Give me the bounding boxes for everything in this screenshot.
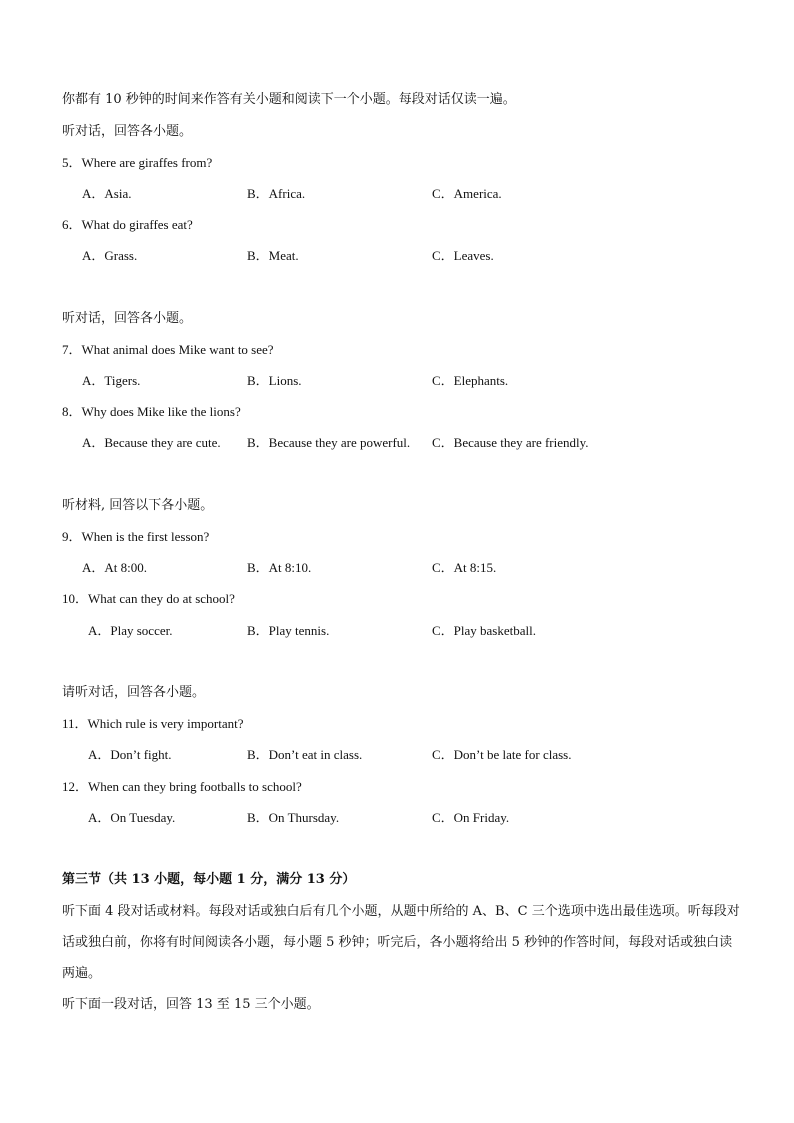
- option-c[interactable]: C．At 8:15.: [432, 560, 497, 575]
- option-a[interactable]: A．On Tuesday.: [88, 810, 176, 825]
- option-a[interactable]: A．Don’t fight.: [88, 747, 172, 762]
- question-9-stem: 9．When is the first lesson?: [62, 529, 210, 544]
- group-instruction: 请听对话，回答各小题。: [62, 685, 206, 700]
- question-7-stem: 7．What animal does Mike want to see?: [62, 342, 274, 357]
- option-a[interactable]: A．At 8:00.: [82, 560, 148, 575]
- option-b[interactable]: B．Lions.: [247, 373, 302, 388]
- option-b[interactable]: B．Meat.: [247, 248, 299, 263]
- option-c[interactable]: C．Leaves.: [432, 248, 494, 263]
- option-a[interactable]: A．Tigers.: [82, 373, 141, 388]
- question-6-stem: 6．What do giraffes eat?: [62, 217, 193, 232]
- question-10-stem: 10．What can they do at school?: [62, 591, 235, 606]
- option-a[interactable]: A．Play soccer.: [88, 623, 173, 638]
- option-c[interactable]: C．Don’t be late for class.: [432, 747, 572, 762]
- question-5-stem: 5．Where are giraffes from?: [62, 155, 213, 170]
- option-c[interactable]: C．On Friday.: [432, 810, 510, 825]
- option-c[interactable]: C．Elephants.: [432, 373, 509, 388]
- option-b[interactable]: B．Because they are powerful.: [247, 435, 411, 450]
- option-c[interactable]: C．Because they are friendly.: [432, 435, 589, 450]
- option-c[interactable]: C．Play basketball.: [432, 623, 536, 638]
- option-b[interactable]: B．At 8:10.: [247, 560, 312, 575]
- question-8-stem: 8．Why does Mike like the lions?: [62, 404, 241, 419]
- group-instruction: 听对话，回答各小题。: [62, 124, 193, 139]
- option-b[interactable]: B．Africa.: [247, 186, 306, 201]
- option-b[interactable]: B．Play tennis.: [247, 623, 330, 638]
- option-a[interactable]: A．Because they are cute.: [82, 435, 221, 450]
- option-c[interactable]: C．America.: [432, 186, 502, 201]
- option-b[interactable]: B．On Thursday.: [247, 810, 340, 825]
- option-a[interactable]: A．Asia.: [82, 186, 132, 201]
- group-instruction: 听对话，回答各小题。: [62, 311, 193, 326]
- dialogue-instruction: 听下面一段对话，回答 13 至 15 三个小题。: [62, 997, 320, 1012]
- question-12-stem: 12．When can they bring footballs to school?: [62, 779, 302, 794]
- question-11-stem: 11．Which rule is very important?: [62, 716, 244, 731]
- option-a[interactable]: A．Grass.: [82, 248, 138, 263]
- group-instruction: 听材料, 回答以下各小题。: [62, 498, 214, 513]
- section-heading: 第三节（共 13 小题，每小题 1 分，满分 13 分）: [62, 872, 356, 887]
- section-instructions: 听下面 4 段对话或材料。每段对话或独白后有几个小题，从题中所给的 A、B、C 三个选项中选出最佳选项。听每段对话或独白前，你将有时间阅读各小题，每小题 5 秒钟；听完后，各小题将给出 5 秒钟的作答时间，每段对话或独白读两遍。: [62, 904, 740, 981]
- intro-line: 你都有 10 秒钟的时间来作答有关小题和阅读下一个小题。每段对话仅读一遍。: [62, 92, 516, 107]
- option-b[interactable]: B．Don’t eat in class.: [247, 747, 363, 762]
